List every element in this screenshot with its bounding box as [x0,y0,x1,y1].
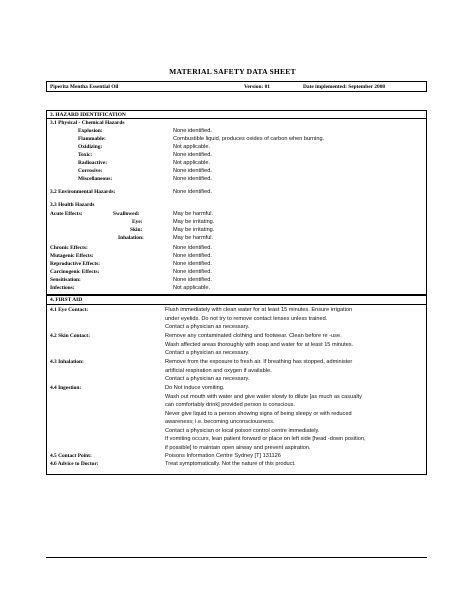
flammable-value: Combustible liquid, produces oxides of carbon when burning. [173,136,325,142]
sensitisation-label: Sensitisation: [50,277,81,283]
advice-to-doctor-label: 4.6 Advice to Doctor: [50,461,99,467]
ingestion-line-6: Contact a physician or local poison control centre immediately. [165,427,320,434]
version: Version: 01 [244,83,271,90]
toxic-value: None identified. [173,152,212,158]
document-title: MATERIAL SAFETY DATA SHEET [169,67,296,76]
contact-point-value: Poisons Information Centre Sydney [T] 131126 [165,453,281,459]
infectious-label: Infectious: [50,285,75,291]
skin-label: Skin: [130,227,143,233]
ingestion-line-8: if possible] to maintain open airway and prevent aspiration. [165,444,311,451]
eye-contact-line-1: Flush immediately with clean water for at least 15 minutes. Ensure irrigation [165,307,353,313]
mutagenic-effects-label: Mutagenic Effects: [50,253,94,259]
chronic-effects-label: Chronic Effects: [50,245,88,251]
radioactive-value: Not applicable. [173,160,211,166]
eye-value: May be irritating. [173,219,215,225]
inhalation-aid-line-3: Contact a physician as necessary. [165,376,250,382]
inhalation-aid-label: 4.3 Inhalation: [50,359,84,365]
page-bottom-rule [46,557,427,558]
ingestion-line-2: Wash out mouth with water and give water slowly to dilute [as much as casualty [165,393,362,400]
flammable-label: Flammable: [78,136,106,142]
section-3-body [46,119,427,295]
swallowed-label: Swallowed: [113,211,140,217]
section-4-title: 4. FIRST AID [50,297,83,303]
swallowed-value: May be harmful. [173,211,214,217]
carcinogenic-effects-value: None identified. [173,269,212,275]
inhalation-value: May be harmful. [173,235,214,241]
eye-label: Eye: [132,219,143,225]
environmental-hazards-value: None identified. [173,189,212,195]
miscellaneous-value: None identified. [173,176,212,182]
reproductive-effects-value: None identified. [173,261,212,267]
ingestion-line-5: awareness; i.e. becoming unconsciousness. [165,419,275,425]
section-3-title: 3. HAZARD IDENTIFICATION [50,111,126,118]
oxidizing-value: Not applicable. [173,144,211,150]
skin-value: May be irritating. [173,227,215,233]
corrosive-label: Corrosive: [78,168,103,174]
explosion-label: Explosion: [78,128,103,134]
skin-contact-line-1: Remove any contaminated clothing and footwear. Clean before re -use. [165,333,342,339]
environmental-hazards-label: 3.2 Environmental Hazards: [50,189,116,195]
health-hazards-heading: 3.3 Health Hazards [50,202,95,208]
eye-contact-label: 4.1 Eye Contact: [50,307,89,313]
sensitisation-value: None identified. [173,277,212,283]
physical-hazards-heading: 3.1 Physical - Chemical Hazards [50,120,125,126]
inhalation-aid-line-2: artificial respiration and oxygen if available. [165,367,272,374]
toxic-label: Toxic: [78,152,93,158]
skin-contact-label: 4.2 Skin Contact: [50,333,90,339]
acute-effects-label: Acute Effects: [50,211,83,217]
miscellaneous-label: Miscellaneous: [78,176,113,182]
ingestion-line-4: Never give liquid to a person showing signs of being sleepy or with reduced [165,410,352,417]
ingestion-label: 4.4 Ingestion: [50,385,82,391]
ingestion-line-3: can comfortably drink] provided person is conscious. [165,402,295,408]
section-4-header [46,295,427,305]
explosion-value: None identified. [173,128,212,134]
skin-contact-line-3: Contact a physician as necessary. [165,350,250,356]
advice-to-doctor-value: Treat symptomatically. Not the nature of this product. [165,461,296,467]
inhalation-label: Inhalation: [118,235,144,241]
ingestion-line-7: If vomiting occurs, lean patient forward or place on left side [head -down position, [165,436,366,442]
date-implemented: Date implemented: September 2008 [303,83,386,90]
reproductive-effects-label: Reproductive Effects: [50,261,101,267]
inhalation-aid-line-1: Remove from the exposure to fresh air. If breathing has stopped, administer [165,359,353,365]
mutagenic-effects-value: None identified. [173,253,212,259]
oxidizing-label: Oxidizing: [78,144,103,150]
skin-contact-line-2: Wash affected areas thoroughly with soap and water for at least 15 minutes. [165,341,354,348]
ingestion-line-1: Do Not induce vomiting. [165,385,225,391]
eye-contact-line-2: under eyelids. Do not try to remove contact lenses unless trained. [165,315,328,322]
contact-point-label: 4.5 Contact Point: [50,453,92,459]
corrosive-value: None identified. [173,168,212,174]
radioactive-label: Radioactive: [78,160,108,166]
eye-contact-line-3: Contact a physician as necessary. [165,324,250,330]
product-name: Piperita Mentha Essential Oil [50,83,119,90]
infectious-value: Not applicable. [173,285,211,291]
carcinogenic-effects-label: Carcinogenic Effects: [50,269,100,275]
chronic-effects-value: None identified. [173,245,212,251]
